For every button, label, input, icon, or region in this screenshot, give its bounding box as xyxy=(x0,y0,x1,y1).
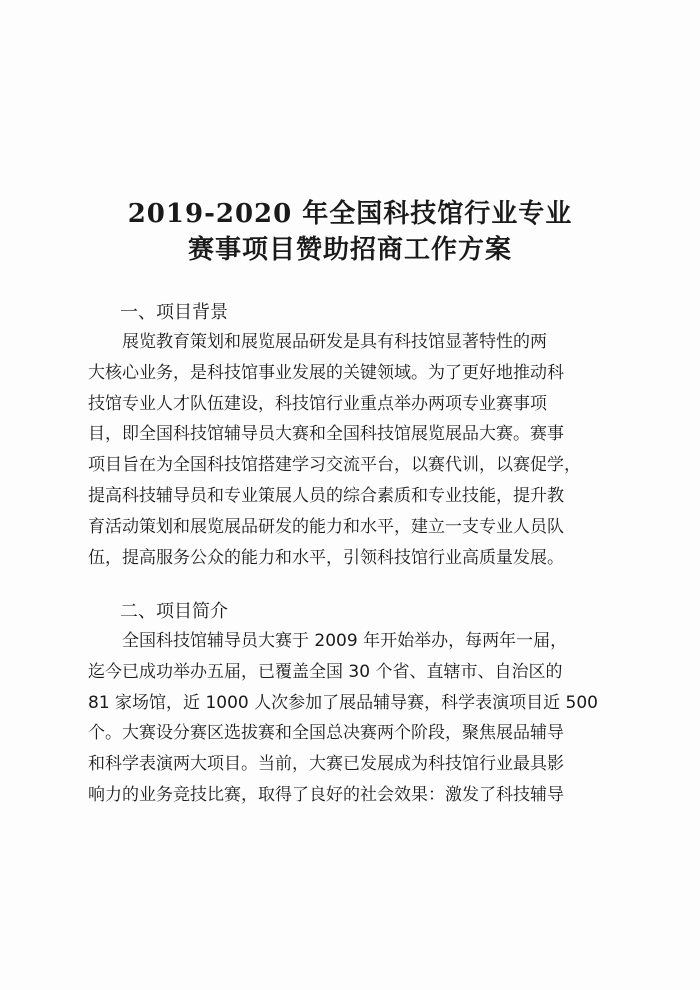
body-line: 81 家场馆，近 1000 人次参加了展品辅导赛，科学表演项目近 500 xyxy=(88,692,598,713)
body-line: 迄今已成功举办五届，已覆盖全国 30 个省、直辖市、自治区的 xyxy=(88,661,563,682)
body-line: 响力的业务竞技比赛，取得了良好的社会效果：激发了科技辅导 xyxy=(88,784,564,805)
body-line: 和科学表演两大项目。当前，大赛已发展成为科技馆行业最具影 xyxy=(88,754,564,775)
body-line: 伍，提高服务公众的能力和水平，引领科技馆行业高质量发展。 xyxy=(88,547,564,568)
body-line: 展览教育策划和展览展品研发是具有科技馆显著特性的两 xyxy=(88,332,547,352)
body-line: 个。大赛设分赛区选拔赛和全国总决赛两个阶段，聚焦展品辅导 xyxy=(88,723,564,744)
body-line: 技馆专业人才队伍建设，科技馆行业重点举办两项专业赛事项 xyxy=(88,393,547,414)
document-title-line-2: 赛事项目赞助招商工作方案 xyxy=(187,235,512,265)
section-body-background xyxy=(88,327,608,573)
section-body-introduction xyxy=(88,626,608,811)
document-title-line-1: 2019-2020 年全国科技馆行业专业 xyxy=(127,199,573,229)
body-line: 目，即全国科技馆辅导员大赛和全国科技馆展览展品大赛。赛事 xyxy=(88,424,564,445)
body-line: 提高科技辅导员和专业策展人员的综合素质和专业技能，提升教 xyxy=(88,485,564,506)
section-heading-background: 一、项目背景 xyxy=(120,302,228,323)
body-line: 育活动策划和展览展品研发的能力和水平，建立一支专业人员队 xyxy=(88,516,564,537)
body-line: 全国科技馆辅导员大赛于 2009 年开始举办，每两年一届， xyxy=(88,631,568,651)
section-heading-introduction: 二、项目简介 xyxy=(120,601,228,622)
body-line: 大核心业务，是科技馆事业发展的关键领域。为了更好地推动科 xyxy=(88,362,564,383)
body-line: 项目旨在为全国科技馆搭建学习交流平台，以赛代训，以赛促学， xyxy=(88,455,581,476)
